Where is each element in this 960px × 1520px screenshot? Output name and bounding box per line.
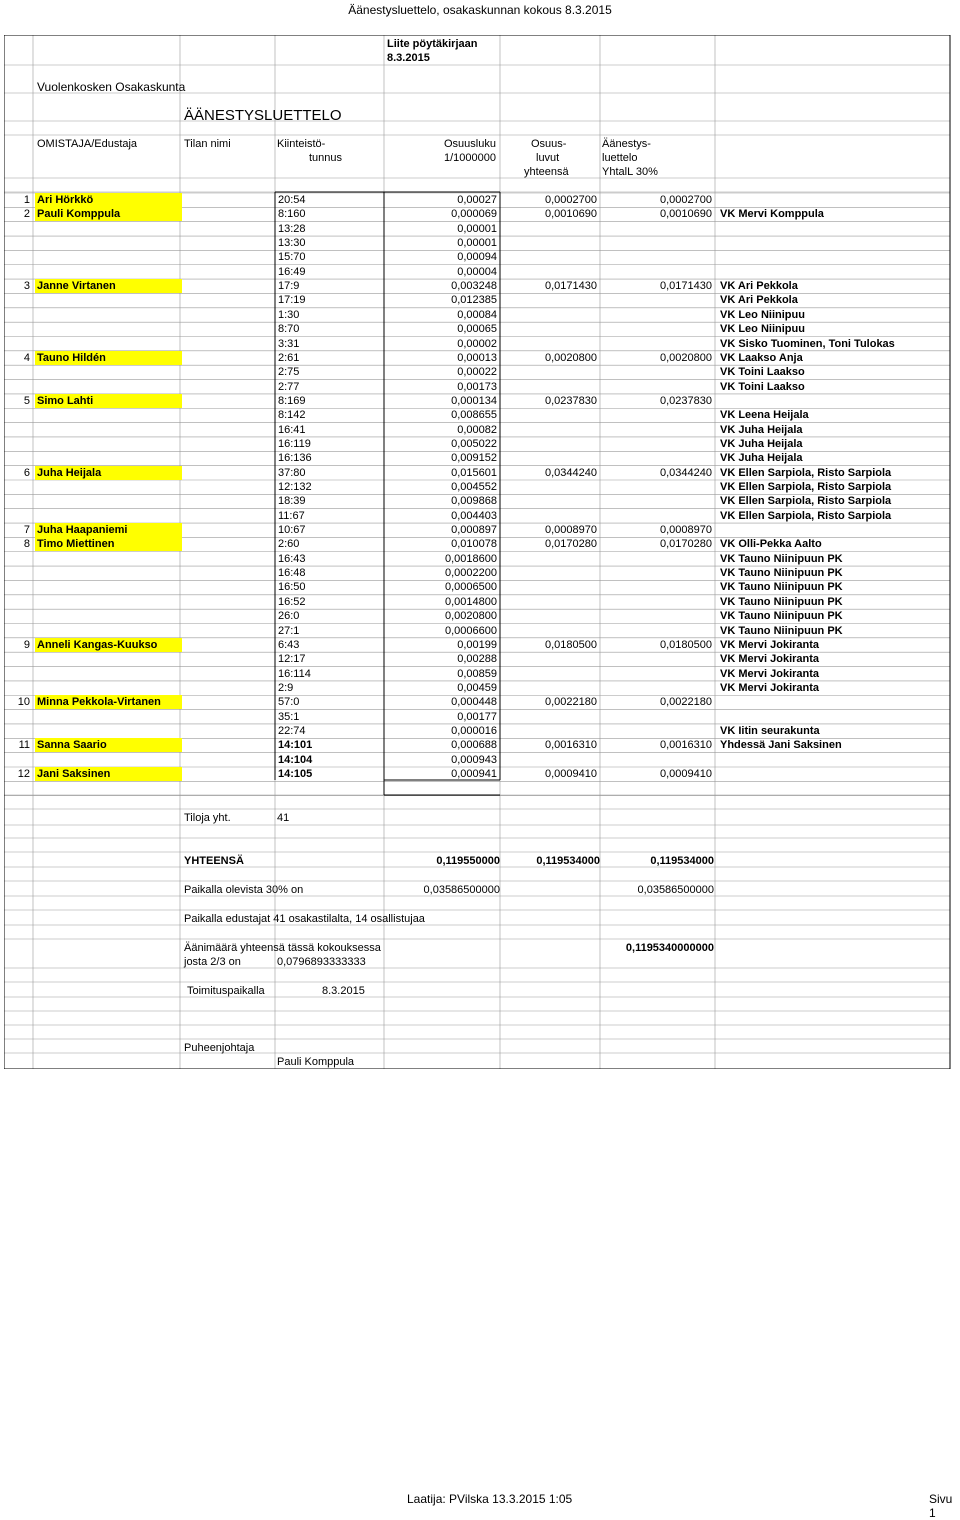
share-value: 0,009152 bbox=[451, 452, 497, 465]
vote-value bbox=[600, 624, 712, 638]
vote-value: 0,0171430 bbox=[660, 280, 712, 293]
vote-value bbox=[600, 566, 712, 580]
document-title: ÄÄNESTYSLUETTELO bbox=[184, 107, 342, 124]
representative: VK Toini Laakso bbox=[720, 380, 805, 393]
share-total bbox=[500, 236, 597, 250]
vote-value bbox=[600, 451, 712, 465]
present-share: 0,03586500000 bbox=[423, 884, 500, 896]
representative: VK Ellen Sarpiola, Risto Sarpiola bbox=[720, 509, 892, 522]
share-value: 0,00094 bbox=[457, 251, 497, 264]
share-value: 0,00459 bbox=[457, 681, 497, 694]
share-total: 0,0002700 bbox=[545, 194, 597, 206]
row-number bbox=[4, 652, 30, 666]
representative: VK Mervi Komppula bbox=[720, 208, 824, 221]
share-value: 0,008655 bbox=[451, 409, 497, 422]
owner-name: Juha Heijala bbox=[35, 466, 182, 480]
share-value: 0,000016 bbox=[451, 724, 497, 737]
row-number: 1 bbox=[23, 194, 30, 206]
row-number bbox=[4, 509, 30, 523]
row-number bbox=[4, 753, 30, 767]
property-id: 16:114 bbox=[278, 667, 311, 680]
share-total: 0,0009410 bbox=[545, 768, 597, 780]
spreadsheet bbox=[4, 35, 951, 1069]
row-number bbox=[4, 322, 30, 336]
row-number bbox=[4, 423, 30, 437]
share-value: 0,000941 bbox=[451, 768, 497, 780]
share-total bbox=[500, 724, 597, 738]
property-id: 16:49 bbox=[278, 265, 306, 278]
farms-label: Tiloja yht. bbox=[184, 812, 231, 824]
row-number: 9 bbox=[23, 638, 30, 651]
property-id: 2:77 bbox=[278, 380, 300, 393]
share-value: 0,00004 bbox=[457, 265, 497, 278]
representative: VK Ellen Sarpiola, Risto Sarpiola bbox=[720, 495, 892, 508]
property-id: 16:43 bbox=[278, 552, 306, 565]
vote-value bbox=[600, 667, 712, 681]
share-total: 0,0237830 bbox=[545, 394, 597, 407]
row-number: 7 bbox=[23, 524, 30, 537]
present-vote: 0,03586500000 bbox=[637, 884, 714, 896]
share-value: 0,0014800 bbox=[445, 595, 497, 608]
share-total bbox=[500, 380, 597, 394]
share-value: 0,000943 bbox=[451, 753, 497, 766]
property-id: 2:60 bbox=[278, 538, 300, 551]
row-number bbox=[4, 595, 30, 609]
property-id: 22:74 bbox=[278, 724, 306, 737]
share-value: 0,0006500 bbox=[445, 581, 497, 594]
vote-value bbox=[600, 753, 712, 767]
representative: VK Mervi Jokiranta bbox=[720, 653, 820, 666]
representative: VK Toini Laakso bbox=[720, 366, 805, 379]
share-total: 0,0180500 bbox=[545, 638, 597, 651]
property-id: 16:50 bbox=[278, 581, 306, 594]
property-id: 2:61 bbox=[278, 351, 300, 364]
property-id: 13:28 bbox=[278, 222, 306, 235]
vote-value bbox=[600, 652, 712, 666]
property-id: 6:43 bbox=[278, 638, 300, 651]
share-value: 0,00288 bbox=[457, 653, 497, 666]
row-number: 2 bbox=[23, 208, 30, 221]
property-id: 12:17 bbox=[278, 653, 306, 666]
vote-value: 0,0020800 bbox=[660, 351, 712, 364]
share-value: 0,003248 bbox=[451, 280, 497, 293]
owner-name: Timo Miettinen bbox=[35, 537, 182, 551]
attachment-line-1: Liite pöytäkirjaan bbox=[387, 38, 478, 50]
owner-name: Janne Virtanen bbox=[35, 279, 182, 293]
share-total bbox=[500, 609, 597, 623]
representative: VK Tauno Niinipuun PK bbox=[720, 610, 843, 623]
vote-value bbox=[600, 236, 712, 250]
vote-value bbox=[600, 710, 712, 724]
property-id: 27:1 bbox=[278, 624, 300, 637]
representative: VK Mervi Jokiranta bbox=[720, 667, 820, 680]
share-value: 0,009868 bbox=[451, 495, 497, 508]
organization-name: Vuolenkosken Osakaskunta bbox=[37, 80, 186, 94]
vote-value bbox=[600, 423, 712, 437]
vote-value bbox=[600, 322, 712, 336]
property-id: 8:70 bbox=[278, 323, 300, 336]
representative: VK Ellen Sarpiola, Risto Sarpiola bbox=[720, 481, 892, 493]
owner-name: Minna Pekkola-Virtanen bbox=[35, 695, 182, 709]
share-total: 0,0170280 bbox=[545, 538, 597, 551]
representative: VK Iitin seurakunta bbox=[720, 724, 820, 737]
share-total bbox=[500, 365, 597, 379]
property-id: 12:132 bbox=[278, 481, 312, 493]
row-number: 11 bbox=[18, 739, 30, 752]
representative: VK Ari Pekkola bbox=[720, 280, 798, 293]
property-id: 14:105 bbox=[278, 768, 313, 780]
share-total bbox=[500, 710, 597, 724]
share-value: 0,00199 bbox=[457, 638, 497, 651]
vote-value bbox=[600, 380, 712, 394]
property-id: 35:1 bbox=[278, 710, 300, 723]
share-value: 0,00001 bbox=[457, 237, 497, 250]
row-number bbox=[4, 380, 30, 394]
share-value: 0,00177 bbox=[457, 710, 497, 723]
farms-value: 41 bbox=[277, 812, 290, 824]
property-id: 16:41 bbox=[278, 423, 306, 436]
vote-value bbox=[600, 580, 712, 594]
vote-value bbox=[600, 595, 712, 609]
row-number: 6 bbox=[23, 466, 30, 479]
property-id: 2:9 bbox=[278, 681, 294, 694]
representative: VK Tauno Niinipuun PK bbox=[720, 581, 843, 594]
share-total bbox=[500, 753, 597, 767]
owner-name: Tauno Hildén bbox=[35, 351, 182, 365]
property-id: 8:160 bbox=[278, 208, 306, 221]
share-total bbox=[500, 437, 597, 451]
present-label: Paikalla olevista 30% on bbox=[184, 884, 304, 896]
share-total bbox=[500, 265, 597, 279]
vote-value: 0,0237830 bbox=[660, 394, 712, 407]
representative: VK Juha Heijala bbox=[720, 437, 803, 450]
representative: VK Laakso Anja bbox=[720, 351, 803, 364]
share-total: 0,0344240 bbox=[545, 466, 597, 479]
total-total: 0,119534000 bbox=[536, 855, 600, 867]
share-total: 0,0020800 bbox=[545, 351, 597, 364]
share-total bbox=[500, 222, 597, 236]
representative: VK Leo Niinipuu bbox=[720, 308, 805, 321]
share-value: 0,00022 bbox=[457, 366, 497, 379]
share-value: 0,00013 bbox=[457, 351, 497, 364]
two-thirds-value: 0,0796893333333 bbox=[277, 956, 366, 968]
representative: VK Tauno Niinipuun PK bbox=[720, 552, 843, 565]
vote-value bbox=[600, 480, 712, 494]
row-number bbox=[4, 480, 30, 494]
vote-value bbox=[600, 222, 712, 236]
property-id: 16:48 bbox=[278, 567, 306, 580]
chair-label: Puheenjohtaja bbox=[184, 1042, 255, 1054]
share-value: 0,00173 bbox=[457, 380, 497, 393]
total-share: 0,119550000 bbox=[436, 855, 500, 867]
header-farm: Tilan nimi bbox=[184, 138, 231, 150]
header-share-1: Osuusluku bbox=[444, 138, 496, 150]
representative: VK Ellen Sarpiola, Risto Sarpiola bbox=[720, 466, 892, 479]
row-number bbox=[4, 494, 30, 508]
vote-value: 0,0016310 bbox=[660, 739, 712, 752]
vote-value: 0,0344240 bbox=[660, 466, 712, 479]
votes-total-label: Äänimäärä yhteensä tässä kokouksessa bbox=[184, 942, 381, 954]
share-value: 0,0020800 bbox=[445, 610, 497, 623]
share-total bbox=[500, 423, 597, 437]
share-total bbox=[500, 667, 597, 681]
property-id: 8:169 bbox=[278, 394, 306, 407]
total-label: YHTEENSÄ bbox=[184, 855, 244, 867]
property-id: 17:9 bbox=[278, 280, 300, 293]
property-id: 17:19 bbox=[278, 294, 306, 307]
share-value: 0,010078 bbox=[451, 538, 497, 551]
row-number bbox=[4, 236, 30, 250]
place-label: Toimituspaikalla bbox=[187, 985, 265, 997]
property-id: 14:101 bbox=[278, 739, 313, 752]
share-value: 0,00084 bbox=[457, 308, 497, 321]
row-number bbox=[4, 609, 30, 623]
row-number bbox=[4, 451, 30, 465]
vote-value bbox=[600, 681, 712, 695]
property-id: 1:30 bbox=[278, 308, 300, 321]
share-value: 0,00065 bbox=[457, 323, 497, 336]
vote-value bbox=[600, 408, 712, 422]
share-total bbox=[500, 322, 597, 336]
property-id: 37:80 bbox=[278, 466, 306, 479]
header-vote-3: YhtalL 30% bbox=[602, 166, 658, 178]
share-total: 0,0016310 bbox=[545, 739, 597, 752]
two-thirds-label: josta 2/3 on bbox=[184, 956, 241, 968]
share-value: 0,0018600 bbox=[445, 552, 497, 565]
page-header: Äänestysluettelo, osakaskunnan kokous 8.3.2015 bbox=[348, 3, 612, 17]
row-number: 5 bbox=[23, 394, 30, 407]
representative: VK Sisko Tuominen, Toni Tulokas bbox=[720, 337, 895, 350]
row-number: 12 bbox=[17, 768, 30, 780]
vote-value: 0,0180500 bbox=[660, 638, 712, 651]
header-total-1: Osuus- bbox=[531, 138, 567, 150]
attachment-line-2: 8.3.2015 bbox=[387, 52, 430, 64]
representative: Yhdessä Jani Saksinen bbox=[720, 739, 842, 752]
share-total bbox=[500, 652, 597, 666]
share-value: 0,0002200 bbox=[445, 567, 497, 580]
vote-value bbox=[600, 609, 712, 623]
share-value: 0,000069 bbox=[451, 208, 497, 221]
share-total: 0,0171430 bbox=[545, 280, 597, 293]
representative: VK Tauno Niinipuun PK bbox=[720, 567, 843, 580]
representative: VK Olli-Pekka Aalto bbox=[720, 538, 822, 551]
header-vote-2: luettelo bbox=[602, 152, 638, 164]
property-id: 16:136 bbox=[278, 452, 312, 465]
share-value: 0,000448 bbox=[451, 696, 497, 709]
vote-value bbox=[600, 308, 712, 322]
vote-value bbox=[600, 552, 712, 566]
row-number bbox=[4, 265, 30, 279]
share-value: 0,015601 bbox=[451, 466, 497, 479]
row-number bbox=[4, 408, 30, 422]
owner-name: Sanna Saario bbox=[35, 738, 182, 752]
property-id: 16:119 bbox=[278, 437, 311, 450]
row-number bbox=[4, 724, 30, 738]
vote-value bbox=[600, 437, 712, 451]
row-number bbox=[4, 337, 30, 351]
vote-value bbox=[600, 724, 712, 738]
row-number bbox=[4, 437, 30, 451]
representative: VK Leena Heijala bbox=[720, 409, 809, 422]
share-total bbox=[500, 552, 597, 566]
row-number bbox=[4, 293, 30, 307]
row-number: 10 bbox=[17, 696, 30, 709]
property-id: 11:67 bbox=[278, 509, 305, 522]
owner-name: Juha Haapaniemi bbox=[35, 523, 182, 537]
share-total bbox=[500, 451, 597, 465]
share-total bbox=[500, 624, 597, 638]
share-total bbox=[500, 509, 597, 523]
share-total: 0,0008970 bbox=[545, 524, 597, 537]
row-number bbox=[4, 681, 30, 695]
share-value: 0,00027 bbox=[457, 194, 497, 206]
header-owner: OMISTAJA/Edustaja bbox=[37, 138, 138, 150]
representative: VK Mervi Jokiranta bbox=[720, 681, 820, 694]
property-id: 15:70 bbox=[278, 251, 306, 264]
vote-value: 0,0010690 bbox=[660, 208, 712, 221]
vote-value bbox=[600, 494, 712, 508]
share-value: 0,000897 bbox=[451, 524, 497, 537]
share-value: 0,005022 bbox=[451, 437, 497, 450]
property-id: 13:30 bbox=[278, 237, 306, 250]
row-number: 8 bbox=[23, 538, 30, 551]
vote-value: 0,0170280 bbox=[660, 538, 712, 551]
header-property-1: Kiinteistö- bbox=[277, 138, 326, 150]
representative: VK Leo Niinipuu bbox=[720, 323, 805, 336]
row-number bbox=[4, 580, 30, 594]
vote-value: 0,0022180 bbox=[660, 696, 712, 709]
property-id: 18:39 bbox=[278, 495, 306, 508]
share-total bbox=[500, 408, 597, 422]
share-total bbox=[500, 250, 597, 264]
owner-name: Ari Hörkkö bbox=[35, 193, 182, 207]
vote-value bbox=[600, 293, 712, 307]
share-total bbox=[500, 337, 597, 351]
owner-name: Jani Saksinen bbox=[35, 767, 182, 781]
share-value: 0,000134 bbox=[451, 394, 497, 407]
header-share-2: 1/1000000 bbox=[444, 152, 496, 164]
property-id: 16:52 bbox=[278, 595, 306, 608]
footer-page-number: Sivu 1 bbox=[929, 1492, 953, 1520]
share-value: 0,0006600 bbox=[445, 624, 497, 637]
vote-value bbox=[600, 337, 712, 351]
representative: VK Mervi Jokiranta bbox=[720, 638, 820, 651]
vote-value: 0,0009410 bbox=[660, 768, 712, 780]
vote-value bbox=[600, 250, 712, 264]
row-number bbox=[4, 552, 30, 566]
share-total bbox=[500, 566, 597, 580]
owner-name: Pauli Komppula bbox=[35, 207, 182, 221]
share-value: 0,004552 bbox=[451, 481, 497, 493]
property-id: 20:54 bbox=[278, 194, 306, 206]
property-id: 14:104 bbox=[278, 753, 313, 766]
row-number bbox=[4, 308, 30, 322]
share-total bbox=[500, 308, 597, 322]
row-number: 4 bbox=[23, 351, 30, 364]
total-vote: 0,119534000 bbox=[650, 855, 714, 867]
votes-total-value: 0,1195340000000 bbox=[625, 942, 714, 954]
header-vote-1: Äänestys- bbox=[602, 138, 651, 150]
row-number bbox=[4, 250, 30, 264]
share-value: 0,004403 bbox=[451, 509, 497, 522]
property-id: 57:0 bbox=[278, 696, 300, 709]
share-value: 0,00002 bbox=[457, 337, 497, 350]
header-property-2: tunnus bbox=[309, 152, 343, 164]
share-total bbox=[500, 293, 597, 307]
place-date: 8.3.2015 bbox=[322, 985, 365, 997]
row-number bbox=[4, 710, 30, 724]
owner-name: Anneli Kangas-Kuukso bbox=[35, 638, 182, 652]
row-number bbox=[4, 365, 30, 379]
share-total: 0,0010690 bbox=[545, 208, 597, 221]
vote-value bbox=[600, 365, 712, 379]
share-value: 0,00001 bbox=[457, 222, 497, 235]
representative: VK Juha Heijala bbox=[720, 452, 803, 465]
share-value: 0,012385 bbox=[451, 294, 497, 307]
header-total-3: yhteensä bbox=[524, 166, 569, 178]
share-total bbox=[500, 480, 597, 494]
vote-value bbox=[600, 265, 712, 279]
representative: VK Juha Heijala bbox=[720, 423, 803, 436]
share-total bbox=[500, 494, 597, 508]
share-total bbox=[500, 595, 597, 609]
share-value: 0,00859 bbox=[457, 667, 497, 680]
row-number bbox=[4, 624, 30, 638]
share-total: 0,0022180 bbox=[545, 696, 597, 709]
vote-value: 0,0002700 bbox=[660, 194, 712, 206]
row-number: 3 bbox=[23, 280, 30, 293]
vote-value: 0,0008970 bbox=[660, 524, 712, 537]
property-id: 3:31 bbox=[278, 337, 300, 350]
property-id: 2:75 bbox=[278, 366, 300, 379]
owner-name: Simo Lahti bbox=[35, 394, 182, 408]
share-value: 0,000688 bbox=[451, 739, 497, 752]
row-number bbox=[4, 667, 30, 681]
share-total bbox=[500, 681, 597, 695]
share-value: 0,00082 bbox=[457, 423, 497, 436]
property-id: 8:142 bbox=[278, 409, 306, 422]
property-id: 10:67 bbox=[278, 524, 306, 537]
representative: VK Tauno Niinipuun PK bbox=[720, 595, 843, 608]
header-total-2: luvut bbox=[536, 152, 560, 164]
representative: VK Ari Pekkola bbox=[720, 294, 798, 307]
row-number bbox=[4, 222, 30, 236]
chair-name: Pauli Komppula bbox=[277, 1056, 355, 1068]
property-id: 26:0 bbox=[278, 610, 300, 623]
row-number bbox=[4, 566, 30, 580]
vote-value bbox=[600, 509, 712, 523]
footer-author: Laatija: PVilska 13.3.2015 1:05 bbox=[407, 1492, 573, 1506]
representative: VK Tauno Niinipuun PK bbox=[720, 624, 843, 637]
share-total bbox=[500, 580, 597, 594]
representatives-label: Paikalla edustajat 41 osakastilalta, 14 osallistujaa bbox=[184, 913, 425, 925]
